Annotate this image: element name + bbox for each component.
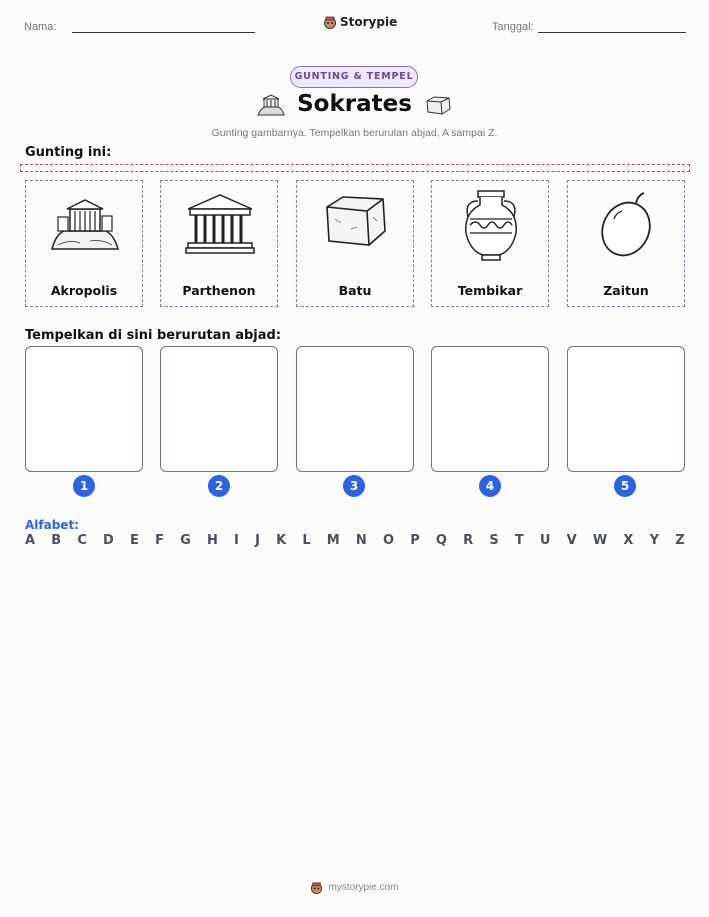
- footer: [0, 881, 709, 894]
- cut-line: [20, 164, 690, 172]
- card-label: Parthenon: [182, 283, 256, 298]
- alphabet-letter: K: [276, 533, 287, 548]
- date-label: Tanggal:: [492, 21, 534, 33]
- date-line[interactable]: [538, 32, 686, 33]
- brand-logo: [323, 15, 397, 29]
- alphabet-letter: M: [326, 533, 340, 548]
- alphabet-letter: E: [130, 533, 139, 548]
- alphabet-letter: H: [206, 533, 218, 548]
- pottery-icon: [456, 189, 526, 263]
- alphabet-letter: Q: [435, 533, 447, 548]
- paste-slot-5[interactable]: [567, 346, 685, 472]
- alphabet-letter: I: [234, 533, 239, 548]
- alphabet-letter: S: [489, 533, 499, 548]
- cut-card-batu[interactable]: [296, 180, 414, 307]
- alphabet-letter: R: [463, 533, 474, 548]
- alphabet-row: [25, 533, 685, 548]
- slot-number-badge: 4: [479, 475, 501, 497]
- alphabet-letter: B: [51, 533, 62, 548]
- alphabet-letter: D: [103, 533, 114, 548]
- alphabet-letter: L: [302, 533, 311, 548]
- alphabet-letter: X: [623, 533, 634, 548]
- alphabet-letter: V: [566, 533, 577, 548]
- alphabet-letter: N: [355, 533, 367, 548]
- alphabet-letter: A: [25, 533, 36, 548]
- paste-slot-2[interactable]: [160, 346, 278, 472]
- alphabet-letter: C: [77, 533, 87, 548]
- card-label: Zaitun: [603, 283, 649, 298]
- card-label: Akropolis: [50, 283, 118, 298]
- cut-card-tembikar[interactable]: [431, 180, 549, 307]
- card-label: Tembikar: [457, 283, 523, 298]
- slot-number-badge: 1: [73, 475, 95, 497]
- alphabet-letter: O: [382, 533, 395, 548]
- storypie-mascot-icon: [323, 15, 337, 29]
- alphabet-letter: G: [180, 533, 191, 548]
- slot-number-badge: 3: [343, 475, 365, 497]
- slot-number-badge: 2: [208, 475, 230, 497]
- stone-icon: [321, 189, 391, 259]
- cut-card-zaitun[interactable]: [567, 180, 685, 307]
- footer-url: mystorypie.com: [328, 882, 399, 893]
- paste-slot-1[interactable]: [25, 346, 143, 472]
- name-label: Nama:: [24, 21, 57, 33]
- brand-name: Storypie: [340, 15, 398, 29]
- paste-section-title: Tempelkan di sini berurutan abjad:: [25, 328, 282, 343]
- alphabet-letter: J: [255, 533, 260, 548]
- alphabet-letter: T: [514, 533, 524, 548]
- page-title: Sokrates: [297, 91, 412, 117]
- cut-section-title: Gunting ini:: [25, 145, 112, 160]
- instructions: Gunting gambarnya. Tempelkan berurutan abjad, A sampai Z.: [211, 127, 498, 139]
- alphabet-letter: W: [592, 533, 608, 548]
- alphabet-letter: U: [539, 533, 551, 548]
- olive-icon: [592, 189, 662, 259]
- storypie-mascot-icon: [310, 881, 323, 894]
- alphabet-letter: Y: [649, 533, 660, 548]
- acropolis-icon: [50, 189, 120, 259]
- alphabet-letter: P: [410, 533, 420, 548]
- slot-number-badge: 5: [614, 475, 636, 497]
- parthenon-icon: [185, 189, 255, 259]
- paste-slot-3[interactable]: [296, 346, 414, 472]
- stone-small-icon: [424, 94, 452, 116]
- cut-card-akropolis[interactable]: [25, 180, 143, 307]
- alphabet-letter: F: [155, 533, 164, 548]
- paste-slot-4[interactable]: [431, 346, 549, 472]
- card-label: Batu: [338, 283, 372, 298]
- name-line[interactable]: [72, 32, 255, 33]
- activity-tag: GUNTING & TEMPEL: [290, 66, 418, 88]
- alphabet-letter: Z: [675, 533, 685, 548]
- alphabet-title: Alfabet:: [25, 518, 79, 532]
- cut-card-parthenon[interactable]: [160, 180, 278, 307]
